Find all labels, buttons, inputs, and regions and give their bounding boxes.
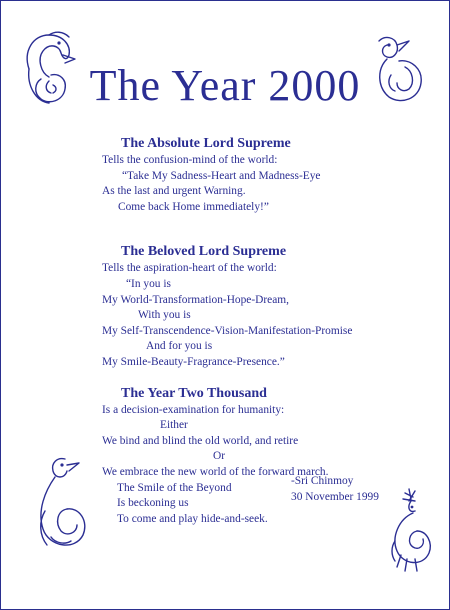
signature-date: 30 November 1999 [291,490,379,503]
poem-line: Is a decision-examination for humanity: [102,403,285,416]
stanza-heading: The Absolute Lord Supreme [121,136,291,151]
poem-line: To come and play hide-and-seek. [117,512,268,525]
poem-line: Tells the aspiration-heart of the world: [102,262,277,275]
poem-line: My Self-Transcendence-Vision-Manifestation-Promise [102,324,353,337]
bird-drawing-bottom-right-icon [379,485,439,575]
poem-line: Come back Home immediately!” [118,200,269,213]
poem-line: My Smile-Beauty-Fragrance-Presence.” [102,355,285,368]
poem-line: We bind and blind the old world, and retire [102,434,299,447]
poem-title: The Year 2000 [89,61,361,110]
poem-line: My World-Transformation-Hope-Dream, [102,293,289,306]
bird-drawing-bottom-left-icon [25,451,95,561]
poem-line: Or [213,450,226,463]
poem-line: Is beckoning us [117,497,189,510]
poem-line: “Take My Sadness-Heart and Madness-Eye [122,169,321,182]
stanza-heading: The Beloved Lord Supreme [121,244,287,260]
poem-line: Tells the confusion-mind of the world: [102,154,278,166]
signature-author: -Sri Chinmoy [291,475,354,487]
poem-line: With you is [138,309,191,322]
signature-block [291,474,379,505]
poem-body [102,135,432,527]
stanza-gap [102,215,432,243]
stanza-heading: The Year Two Thousand [121,385,267,401]
stanza-gap [102,371,432,385]
poem-line: And for you is [146,340,213,353]
poem-line: As the last and urgent Warning. [102,185,246,198]
poem-line: We embrace the new world of the forward march. [102,465,329,478]
poem-line: Either [160,419,188,432]
poem-line: The Smile of the Beyond [117,481,232,494]
poem-line: “In you is [126,277,171,290]
